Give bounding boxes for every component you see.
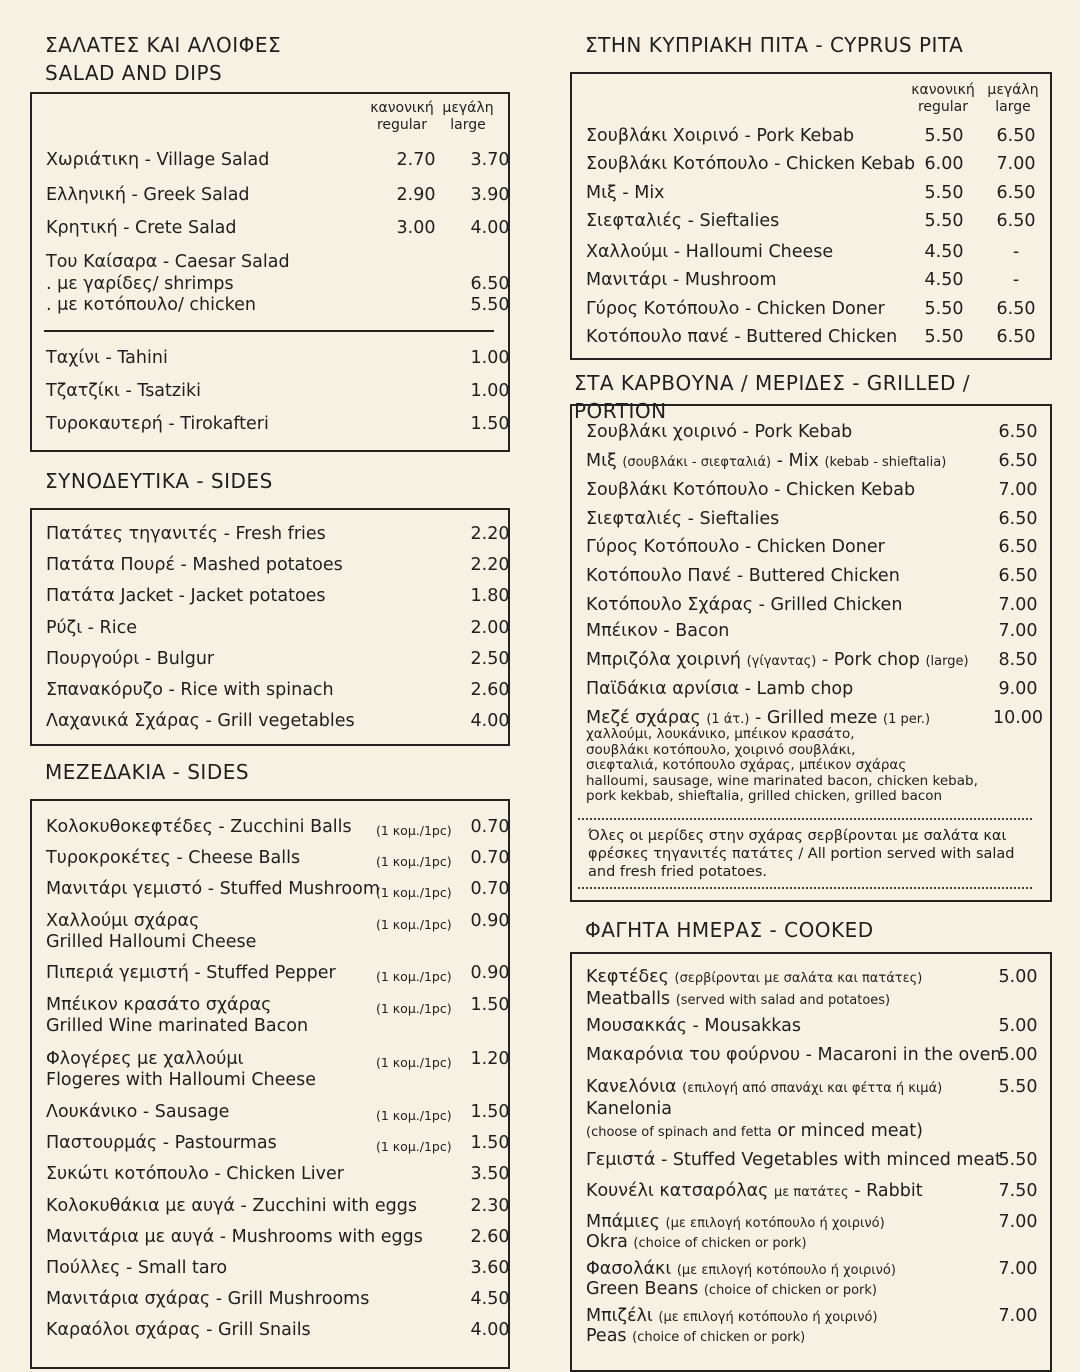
item-name: Πουργούρι - Bulgur bbox=[46, 649, 215, 669]
per-piece: (1 κομ./1pc) bbox=[376, 854, 452, 869]
item-name: . με γαρίδες/ shrimps bbox=[46, 274, 234, 294]
per-piece: (1 κομ./1pc) bbox=[376, 885, 452, 900]
item-name: Πατάτα Jacket - Jacket potatoes bbox=[46, 586, 326, 606]
price: 6.50 bbox=[998, 451, 1038, 471]
item-name: Ρύζι - Rice bbox=[46, 618, 137, 638]
meze-box bbox=[30, 799, 510, 1369]
grilled-box bbox=[570, 404, 1052, 902]
item-note-english: (choice of chicken or pork) bbox=[632, 1330, 806, 1345]
price: 5.00 bbox=[998, 967, 1038, 987]
price-large: 6.50 bbox=[996, 211, 1036, 231]
item-name: Γεμιστά - Stuffed Vegetables with minced meat bbox=[586, 1150, 1002, 1170]
item-name: Μακαρόνια του φούρνου - Macaroni in the oven bbox=[586, 1045, 1002, 1065]
item-name: Κοτόπουλο Σχάρας - Grilled Chicken bbox=[586, 595, 903, 615]
item-name-english bbox=[586, 1279, 877, 1301]
price-large: 6.50 bbox=[996, 183, 1036, 203]
price: 4.00 bbox=[470, 1320, 510, 1340]
item-name-english: Grilled Halloumi Cheese bbox=[46, 932, 257, 952]
item-name: Παϊδάκια αρνίσια - Lamb chop bbox=[586, 679, 854, 699]
item-note bbox=[586, 1121, 923, 1143]
item-name-english-text: Meatballs bbox=[586, 989, 671, 1009]
price-large: - bbox=[1012, 270, 1020, 290]
item-name-english bbox=[586, 1326, 805, 1348]
item-name-english bbox=[586, 1232, 807, 1254]
pita-col-large bbox=[984, 82, 1042, 116]
item-name: Κολοκυθάκια με αυγά - Zucchini with eggs bbox=[46, 1196, 417, 1216]
price: 3.50 bbox=[470, 1164, 510, 1184]
cooked-box bbox=[570, 952, 1052, 1372]
price: 1.50 bbox=[470, 1133, 510, 1153]
price-large: 7.00 bbox=[996, 154, 1036, 174]
salads-title-greek: ΣΑΛΑΤΕΣ ΚΑΙ ΑΛΟΙΦΕΣ bbox=[45, 33, 282, 57]
item-name: Σιεφταλιές - Sieftalies bbox=[586, 211, 780, 231]
price: 0.70 bbox=[470, 817, 510, 837]
pita-col-regular bbox=[906, 82, 980, 116]
pita-title: ΣΤΗΝ ΚΥΠΡΙΑΚΗ ΠΙΤΑ - CYPRUS PITA bbox=[585, 33, 964, 57]
item-name-greek: Κανελόνια bbox=[586, 1077, 677, 1097]
salads-col-large bbox=[440, 100, 496, 134]
note-line: and fresh fried potatoes. bbox=[588, 864, 768, 880]
item-name bbox=[586, 1077, 942, 1099]
price: 2.60 bbox=[470, 680, 510, 700]
item-name-english: - Mix bbox=[776, 451, 819, 471]
item-name: Σιεφταλιές - Sieftalies bbox=[586, 509, 780, 529]
item-note-english: (choice of chicken or pork) bbox=[703, 1283, 877, 1298]
per-piece: (1 κομ./1pc) bbox=[376, 823, 452, 838]
item-name: Πατάτα Πουρέ - Mashed potatoes bbox=[46, 555, 343, 575]
price-regular: 5.50 bbox=[924, 126, 964, 146]
price: 0.90 bbox=[470, 963, 510, 983]
price: 5.00 bbox=[998, 1045, 1038, 1065]
description-line: σιεφταλιά, κοτόπουλο σχάρας, μπέικον σχάρας bbox=[586, 757, 907, 773]
item-name: Σουβλάκι Χοιρινό - Pork Kebab bbox=[586, 126, 855, 146]
price-regular: 6.00 bbox=[924, 154, 964, 174]
price-large: 6.50 bbox=[996, 327, 1036, 347]
item-name-greek: Κουνέλι κατσαρόλας bbox=[586, 1181, 769, 1201]
salads-col-regular bbox=[368, 100, 436, 134]
price: 7.00 bbox=[998, 1259, 1038, 1279]
price: 3.60 bbox=[470, 1258, 510, 1278]
item-name: Γύρος Κοτόπουλο - Chicken Doner bbox=[586, 299, 885, 319]
item-name bbox=[586, 1212, 885, 1234]
salads-col-regular-en: regular bbox=[376, 117, 428, 133]
item-note-greek: (σερβίρονται με σαλάτα και πατάτες) bbox=[674, 971, 923, 986]
price: 7.00 bbox=[998, 621, 1038, 641]
price: 1.50 bbox=[470, 995, 510, 1015]
price: 5.00 bbox=[998, 1016, 1038, 1036]
salads-col-large-gr: μεγάλη bbox=[442, 100, 494, 116]
divider bbox=[44, 330, 494, 332]
description-line: halloumi, sausage, wine marinated bacon, chicken kebab, bbox=[586, 772, 978, 789]
cooked-title: ΦΑΓΗΤΑ ΗΜΕΡΑΣ - COOKED bbox=[585, 918, 874, 942]
dotted-divider bbox=[578, 887, 1032, 889]
per-piece: (1 κομ./1pc) bbox=[376, 917, 452, 932]
item-name-greek: Μπάμιες bbox=[586, 1212, 660, 1232]
price: 8.50 bbox=[998, 650, 1038, 670]
price: 6.50 bbox=[470, 274, 510, 294]
item-name bbox=[586, 451, 946, 473]
item-name: Λαχανικά Σχάρας - Grill vegetables bbox=[46, 711, 355, 731]
price-large: 6.50 bbox=[996, 126, 1036, 146]
item-name-greek: Κεφτέδες bbox=[586, 967, 669, 987]
item-note-greek: (1 άτ.) bbox=[706, 712, 750, 727]
item-name-english-text: Peas bbox=[586, 1326, 627, 1346]
price-large: 3.70 bbox=[470, 150, 510, 170]
item-name-greek: Μπριζόλα χοιρινή bbox=[586, 650, 741, 670]
item-note-english-b: or minced meat) bbox=[777, 1121, 923, 1141]
price: 7.50 bbox=[998, 1181, 1038, 1201]
item-name: Τυροκαυτερή - Tirokafteri bbox=[46, 414, 269, 434]
item-name: Σουβλάκι Κοτόπουλο - Chicken Kebab bbox=[586, 154, 916, 174]
sides-title: ΣΥΝΟΔΕΥΤΙΚΑ - SIDES bbox=[45, 469, 273, 493]
salads-col-large-en: large bbox=[450, 117, 486, 133]
price-large: - bbox=[1012, 242, 1020, 262]
description-line: σουβλάκι κοτόπουλο, χοιρινό σουβλάκι, bbox=[586, 741, 856, 758]
price: 6.50 bbox=[998, 566, 1038, 586]
item-note-english: (large) bbox=[925, 654, 969, 669]
price: 10.00 bbox=[992, 708, 1044, 728]
item-name: Λουκάνικο - Sausage bbox=[46, 1102, 230, 1122]
price: 1.20 bbox=[470, 1049, 510, 1069]
item-name: Σουβλάκι χοιρινό - Pork Kebab bbox=[586, 422, 853, 442]
item-note-english: (1 per.) bbox=[883, 712, 931, 727]
price: 0.90 bbox=[470, 911, 510, 931]
price: 1.50 bbox=[470, 414, 510, 434]
price: 9.00 bbox=[998, 679, 1038, 699]
pita-col-large-en: large bbox=[995, 99, 1031, 115]
price-regular: 2.90 bbox=[396, 185, 436, 205]
item-name-english: Flogeres with Halloumi Cheese bbox=[46, 1070, 317, 1090]
item-name: Μουσακκάς - Mousakkas bbox=[586, 1016, 801, 1036]
item-name: Τυροκροκέτες - Cheese Balls bbox=[46, 848, 301, 868]
sides-box bbox=[30, 508, 510, 746]
item-name: Γύρος Κοτόπουλο - Chicken Doner bbox=[586, 537, 885, 557]
item-note-greek: (σουβλάκι - σιεφταλιά) bbox=[622, 455, 772, 470]
per-piece: (1 κομ./1pc) bbox=[376, 969, 452, 984]
price: 2.30 bbox=[470, 1196, 510, 1216]
item-name: . με κοτόπουλο/ chicken bbox=[46, 295, 256, 315]
price: 7.00 bbox=[998, 1306, 1038, 1326]
description-line: χαλλούμι, λουκάνικο, μπέικον κρασάτο, bbox=[586, 726, 855, 742]
pita-box bbox=[570, 72, 1052, 360]
price: 7.00 bbox=[998, 1212, 1038, 1232]
item-name-greek: Φασολάκι bbox=[586, 1259, 672, 1279]
item-name: Χαλλούμι - Halloumi Cheese bbox=[586, 242, 834, 262]
item-name bbox=[586, 967, 922, 989]
price: 6.50 bbox=[998, 422, 1038, 442]
item-name bbox=[586, 1181, 923, 1203]
price: 7.00 bbox=[998, 595, 1038, 615]
price: 6.50 bbox=[998, 537, 1038, 557]
item-name-english-text: Okra bbox=[586, 1232, 628, 1252]
portion-note bbox=[588, 827, 1015, 881]
item-name: Μανιτάρι - Mushroom bbox=[586, 270, 777, 290]
item-note-greek: (γίγαντας) bbox=[746, 654, 817, 669]
price: 5.50 bbox=[470, 295, 510, 315]
item-name: Συκώτι κοτόπουλο - Chicken Liver bbox=[46, 1164, 344, 1184]
price: 2.20 bbox=[470, 524, 510, 544]
item-name: Σουβλάκι Κοτόπουλο - Chicken Kebab bbox=[586, 480, 916, 500]
price-large: 6.50 bbox=[996, 299, 1036, 319]
item-name bbox=[586, 1306, 878, 1328]
item-name: Χαλλούμι σχάρας bbox=[46, 911, 200, 931]
item-name: Ταχίνι - Tahini bbox=[46, 348, 168, 368]
price-regular: 5.50 bbox=[924, 299, 964, 319]
item-name-english: - Grilled meze bbox=[754, 708, 878, 728]
item-note-greek: (με επιλογή κοτόπουλο ή χοιρινό) bbox=[676, 1263, 896, 1278]
price-large: 3.90 bbox=[470, 185, 510, 205]
item-note-english: (choice of chicken or pork) bbox=[633, 1236, 807, 1251]
price: 1.00 bbox=[470, 381, 510, 401]
item-name-greek: Μπιζέλι bbox=[586, 1306, 653, 1326]
price: 0.70 bbox=[470, 879, 510, 899]
salads-title-english: SALAD AND DIPS bbox=[45, 61, 223, 85]
item-note-greek: (με επιλογή κοτόπουλο ή χοιρινό) bbox=[658, 1310, 878, 1325]
item-name: Φλογέρες με χαλλούμι bbox=[46, 1049, 244, 1069]
price: 5.50 bbox=[998, 1077, 1038, 1097]
item-name bbox=[586, 1259, 896, 1281]
item-name: Χωριάτικη - Village Salad bbox=[46, 150, 270, 170]
price-regular: 5.50 bbox=[924, 183, 964, 203]
item-name: Μανιτάρι γεμιστό - Stuffed Mushroom bbox=[46, 879, 380, 899]
item-name-english bbox=[586, 989, 890, 1011]
item-note-english: (served with salad and potatoes) bbox=[675, 993, 891, 1008]
item-note-greek: με πατάτες bbox=[773, 1185, 849, 1200]
meze-description bbox=[586, 727, 978, 805]
price: 5.50 bbox=[998, 1150, 1038, 1170]
price: 2.00 bbox=[470, 618, 510, 638]
item-name: Σπανακόρυζο - Rice with spinach bbox=[46, 680, 334, 700]
item-name: Τζατζίκι - Tsatziki bbox=[46, 381, 201, 401]
item-name: Κρητική - Crete Salad bbox=[46, 218, 237, 238]
pita-col-regular-en: regular bbox=[917, 99, 969, 115]
item-name: Μανιτάρια σχάρας - Grill Mushrooms bbox=[46, 1289, 370, 1309]
note-line: φρέσκες τηγανιτές πατάτες / All portion served with salad bbox=[588, 846, 1015, 862]
price-regular: 4.50 bbox=[924, 242, 964, 262]
item-name-greek: Μιξ bbox=[586, 451, 617, 471]
salads-box bbox=[30, 92, 510, 452]
pita-col-large-gr: μεγάλη bbox=[987, 82, 1039, 98]
item-name: Μπέικον - Bacon bbox=[586, 621, 730, 641]
price-regular: 5.50 bbox=[924, 327, 964, 347]
item-name: Μιξ - Mix bbox=[586, 183, 665, 203]
price-regular: 3.00 bbox=[396, 218, 436, 238]
description-line: pork kekbab, shieftalia, grilled chicken, grilled bacon bbox=[586, 788, 943, 804]
dotted-divider bbox=[578, 818, 1032, 820]
price-large: 4.00 bbox=[470, 218, 510, 238]
item-name-english-text: Green Beans bbox=[586, 1279, 699, 1299]
item-name: Πατάτες τηγανιτές - Fresh fries bbox=[46, 524, 326, 544]
price: 7.00 bbox=[998, 480, 1038, 500]
grilled-title: ΣΤΑ ΚΑΡΒΟΥΝΑ / ΜΕΡΙΔΕΣ - GRILLED / PORTION bbox=[574, 371, 970, 423]
item-name bbox=[586, 650, 969, 672]
price: 0.70 bbox=[470, 848, 510, 868]
item-name: Πιπεριά γεμιστή - Stuffed Pepper bbox=[46, 963, 336, 983]
meze-title: ΜΕΖΕΔΑΚΙΑ - SIDES bbox=[45, 760, 250, 784]
per-piece: (1 κομ./1pc) bbox=[376, 1108, 452, 1123]
price: 1.00 bbox=[470, 348, 510, 368]
item-name-english: Kanelonia bbox=[586, 1099, 672, 1119]
item-name: Κολοκυθοκεφτέδες - Zucchini Balls bbox=[46, 817, 352, 837]
pita-col-regular-gr: κανονική bbox=[911, 82, 975, 98]
item-name: Παστουρμάς - Pastourmas bbox=[46, 1133, 277, 1153]
price-regular: 5.50 bbox=[924, 211, 964, 231]
price: 6.50 bbox=[998, 509, 1038, 529]
price: 4.00 bbox=[470, 711, 510, 731]
item-name-greek: Μεζέ σχάρας bbox=[586, 708, 701, 728]
item-name: Κοτόπουλο πανέ - Buttered Chicken bbox=[586, 327, 898, 347]
item-name: Καραόλοι σχάρας - Grill Snails bbox=[46, 1320, 311, 1340]
note-line: Όλες οι μερίδες στην σχάρας σερβίρονται με σαλάτα και bbox=[588, 828, 1007, 844]
per-piece: (1 κομ./1pc) bbox=[376, 1139, 452, 1154]
item-note-greek: (με επιλογή κοτόπουλο ή χοιρινό) bbox=[665, 1216, 885, 1231]
item-note-greek: (επιλογή από σπανάχι και φέττα ή κιμά) bbox=[682, 1081, 943, 1096]
per-piece: (1 κομ./1pc) bbox=[376, 1055, 452, 1070]
salads-col-regular-gr: κανονική bbox=[370, 100, 434, 116]
item-name: Ελληνική - Greek Salad bbox=[46, 185, 250, 205]
item-name-english: - Pork chop bbox=[821, 650, 920, 670]
price: 2.20 bbox=[470, 555, 510, 575]
price-regular: 2.70 bbox=[396, 150, 436, 170]
price: 1.50 bbox=[470, 1102, 510, 1122]
item-name: Του Καίσαρα - Caesar Salad bbox=[46, 252, 290, 272]
item-name: Κοτόπουλο Πανέ - Buttered Chicken bbox=[586, 566, 900, 586]
salads-title bbox=[45, 31, 281, 87]
item-name: Μπέικον κρασάτο σχάρας bbox=[46, 995, 272, 1015]
item-note-english: (kebab - shieftalia) bbox=[824, 455, 947, 470]
item-name: Πούλλες - Small taro bbox=[46, 1258, 228, 1278]
item-name-english: Grilled Wine marinated Bacon bbox=[46, 1016, 309, 1036]
price: 1.80 bbox=[470, 586, 510, 606]
per-piece: (1 κομ./1pc) bbox=[376, 1001, 452, 1016]
price: 2.50 bbox=[470, 649, 510, 669]
price: 2.60 bbox=[470, 1227, 510, 1247]
item-name: Μανιτάρια με αυγά - Mushrooms with eggs bbox=[46, 1227, 423, 1247]
price-regular: 4.50 bbox=[924, 270, 964, 290]
price: 4.50 bbox=[470, 1289, 510, 1309]
item-name-english: - Rabbit bbox=[854, 1181, 923, 1201]
item-note-english: (choose of spinach and fetta bbox=[586, 1125, 772, 1140]
